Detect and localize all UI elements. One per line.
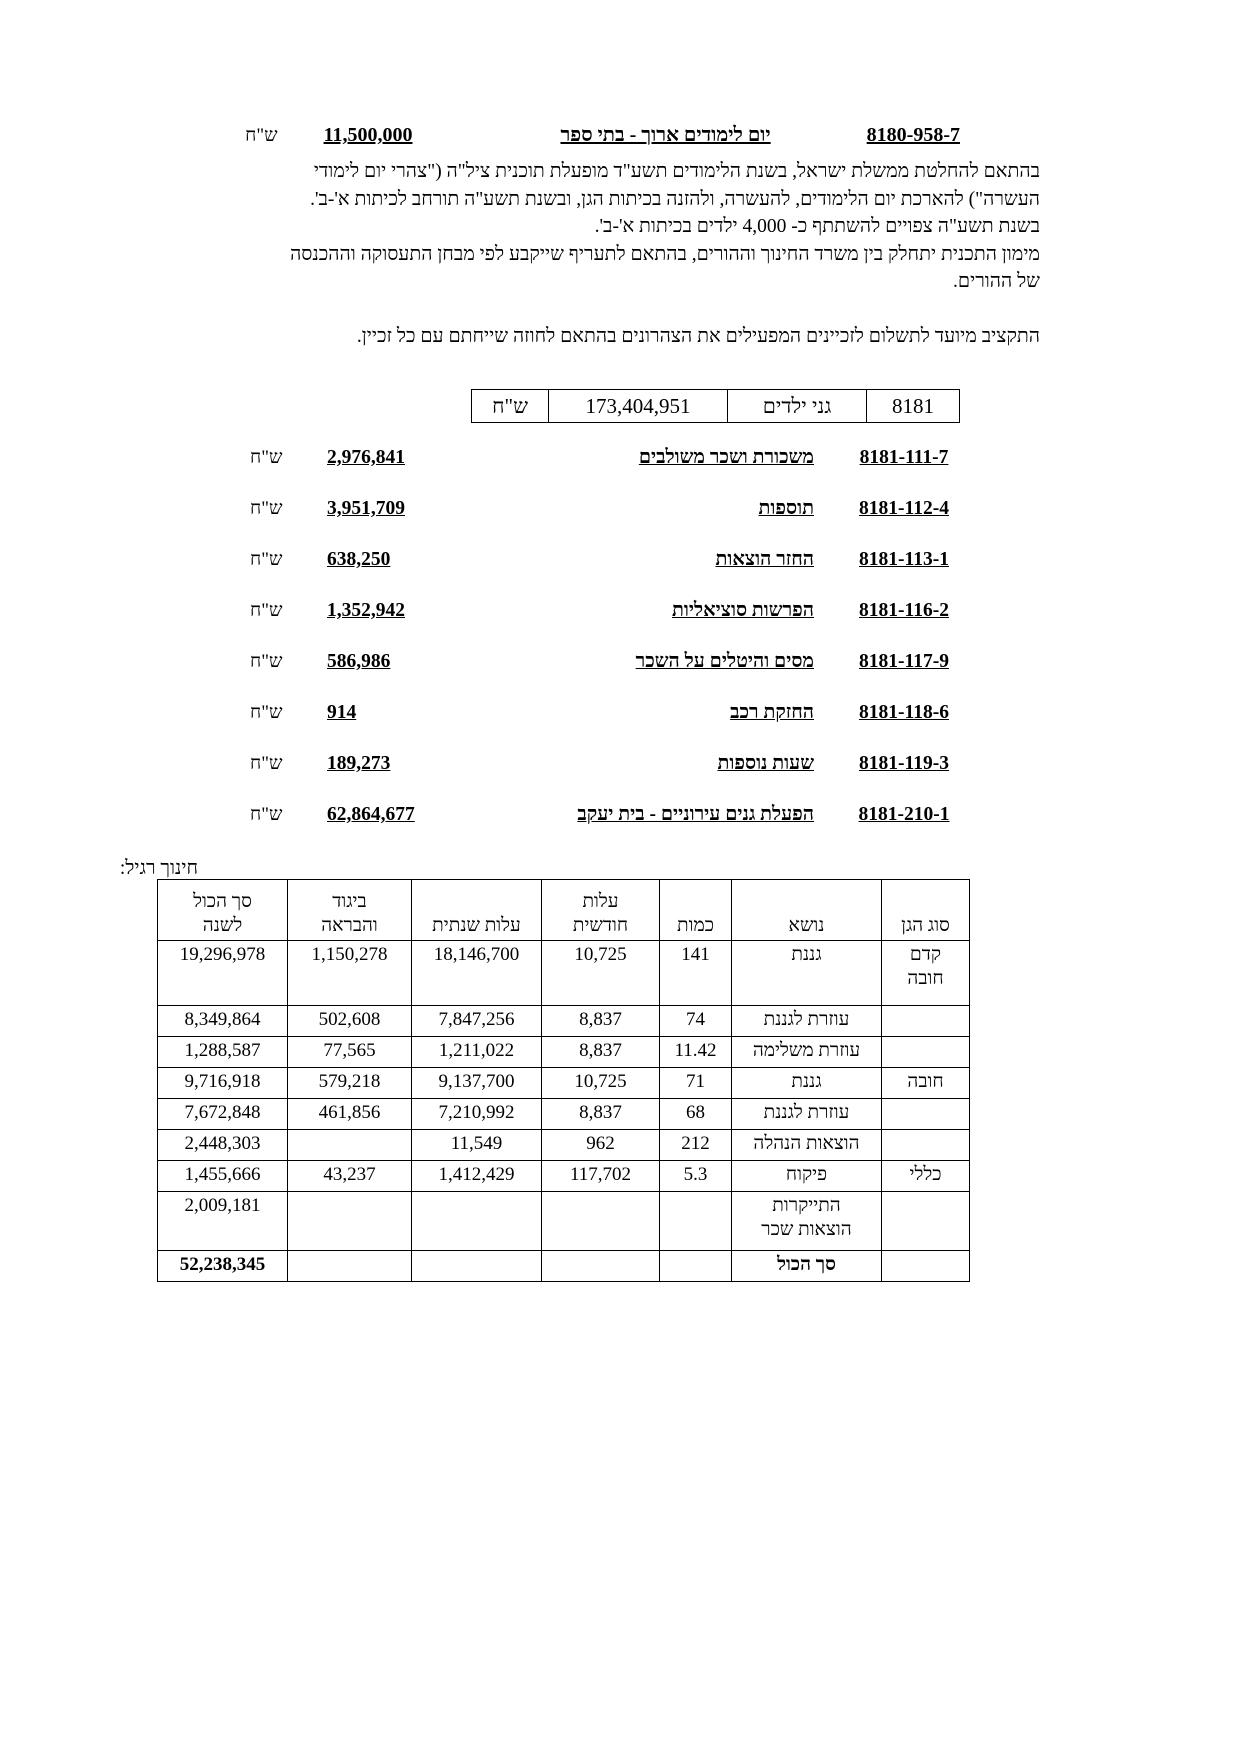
budget-item-amount: 189,273: [327, 753, 391, 774]
section-box-code: 8181: [866, 390, 959, 422]
paragraph-line-4: מימון התכנית יתחלק בין משרד החינוך וההורים, בהתאם לתעריף שייקבע לפי מבחן התעסוקה וההכנסה: [290, 243, 1040, 265]
budget-item-name: החזר הוצאות: [715, 549, 814, 570]
col-header-subject: נושא: [732, 880, 882, 941]
cell-quantity: 5.3: [660, 1161, 732, 1192]
budget-item-row: [250, 702, 960, 753]
budget-header-name: יום לימודים ארוך - בתי ספר: [560, 124, 771, 146]
cell-total-year: 2,009,181: [158, 1192, 288, 1251]
paragraph-line-2: העשרה") להארכת יום הלימודים, להעשרה, ולהזנה בכיתות הגן, ובשנת תשע"ה תורחב לכיתות א'-ב'.: [310, 188, 1040, 210]
budget-item-currency: ש"ח: [250, 651, 283, 672]
budget-item-amount: 638,250: [327, 549, 391, 570]
table-total-row: [158, 1251, 970, 1282]
cell-clothing: [288, 1192, 412, 1251]
cost-breakdown-table-wrap: [158, 879, 970, 1282]
budget-item-row: [250, 498, 960, 549]
budget-item-name: הפרשות סוציאליות: [671, 600, 814, 621]
col-header-quantity: כמות: [660, 880, 732, 941]
cell-monthly-cost: 117,702: [542, 1161, 660, 1192]
cell-monthly-cost: 10,725: [542, 1068, 660, 1099]
budget-item-row: [250, 804, 960, 855]
cell-total-monthly: [542, 1251, 660, 1282]
cell-kindergarten-type: [882, 1037, 970, 1068]
cell-total-year: 19,296,978: [158, 941, 288, 1006]
cell-quantity: 68: [660, 1099, 732, 1130]
cell-annual-cost: 1,412,429: [412, 1161, 542, 1192]
paragraph-line-3: בשנת תשע"ה צפויים להשתתף כ- 4,000 ילדים בכיתות א'-ב'.: [594, 216, 1040, 237]
budget-item-code: 8181-116-2: [859, 600, 949, 621]
cell-annual-cost: 11,549: [412, 1130, 542, 1161]
budget-item-name: הפעלת גנים עירוניים - בית יעקב: [577, 804, 814, 825]
budget-item-code: 8181-118-6: [859, 702, 949, 723]
cell-clothing: 1,150,278: [288, 941, 412, 1006]
table-row: [158, 1068, 970, 1099]
table-caption: חינוך רגיל:: [119, 858, 198, 879]
cell-total-label: סך הכול: [732, 1251, 882, 1282]
cell-subject: עוזרת משלימה: [732, 1037, 882, 1068]
cell-quantity: 212: [660, 1130, 732, 1161]
budget-item-code: 8181-117-9: [859, 651, 949, 672]
cell-subject: עוזרת לגננת: [732, 1006, 882, 1037]
paragraph-line-1: בהתאם להחלטת ממשלת ישראל, בשנת הלימודים תשע"ד מופעלת תוכנית ציל"ה ("צהרי יום לימודי: [313, 161, 1040, 182]
col-header-monthly-cost: עלות חודשית: [542, 880, 660, 941]
budget-item-code: 8181-210-1: [858, 804, 950, 825]
cell-total-annual: [412, 1251, 542, 1282]
cell-total-year: 1,455,666: [158, 1161, 288, 1192]
budget-item-name: משכורת ושכר משולבים: [638, 447, 814, 468]
cell-subject: הוצאות הנהלה: [732, 1130, 882, 1161]
cell-subject: התייקרות הוצאות שכר: [732, 1192, 882, 1251]
budget-item-currency: ש"ח: [250, 702, 283, 723]
cell-monthly-cost: 8,837: [542, 1037, 660, 1068]
budget-item-amount: 586,986: [327, 651, 391, 672]
cell-kindergarten-type: כללי: [882, 1161, 970, 1192]
budget-item-row: [250, 600, 960, 651]
cell-quantity: 71: [660, 1068, 732, 1099]
cell-total-year: 9,716,918: [158, 1068, 288, 1099]
cell-kindergarten-type: קדם חובה: [882, 941, 970, 1006]
cell-kindergarten-type: [882, 1006, 970, 1037]
col-header-total-per-year: סך הכול לשנה: [158, 880, 288, 941]
budget-item-currency: ש"ח: [250, 804, 283, 825]
cell-total-year: 8,349,864: [158, 1006, 288, 1037]
col-header-kindergarten-type: סוג הגן: [882, 880, 970, 941]
budget-item-currency: ש"ח: [250, 447, 283, 468]
cell-monthly-cost: 8,837: [542, 1099, 660, 1130]
budget-item-name: שעות נוספות: [717, 753, 814, 774]
cell-clothing: [288, 1130, 412, 1161]
section-box-currency: ש"ח: [492, 393, 528, 418]
budget-item-currency: ש"ח: [250, 549, 283, 570]
cell-total-year: 1,288,587: [158, 1037, 288, 1068]
budget-item-code: 8181-113-1: [859, 549, 949, 570]
cell-total-clothing: [288, 1251, 412, 1282]
cell-kindergarten-type: [882, 1192, 970, 1251]
table-row: [158, 1130, 970, 1161]
section-header-box: [471, 389, 960, 423]
section-box-amount: 173,404,951: [548, 390, 727, 422]
budget-item-code: 8181-112-4: [859, 498, 949, 519]
table-row: [158, 1161, 970, 1192]
budget-item-currency: ש"ח: [250, 498, 283, 519]
budget-header-currency: ש"ח: [245, 125, 278, 146]
cell-monthly-cost: 962: [542, 1130, 660, 1161]
section-box-label: גני ילדים: [727, 390, 866, 422]
cell-subject: עוזרת לגננת: [732, 1099, 882, 1130]
col-header-annual-cost: עלות שנתית: [412, 880, 542, 941]
budget-item-row: [250, 651, 960, 702]
cell-subject: גננת: [732, 941, 882, 1006]
cell-annual-cost: [412, 1192, 542, 1251]
cell-monthly-cost: [542, 1192, 660, 1251]
cell-total-quantity: [660, 1251, 732, 1282]
cell-annual-cost: 1,211,022: [412, 1037, 542, 1068]
budget-item-code: 8181-111-7: [859, 447, 949, 468]
cell-annual-cost: 7,210,992: [412, 1099, 542, 1130]
table-row: [158, 1006, 970, 1037]
paragraph-line-6: התקציב מיועד לתשלום לזכיינים המפעילים את הצהרונים בהתאם לחוזה שייחתם עם כל זכיין.: [356, 325, 1040, 347]
budget-item-amount: 914: [327, 702, 357, 723]
cell-annual-cost: 18,146,700: [412, 941, 542, 1006]
budget-items-list: [250, 447, 960, 855]
program-description-paragraph: [245, 158, 1040, 350]
budget-header-code: 8180-958-7: [866, 124, 960, 146]
cell-annual-cost: 9,137,700: [412, 1068, 542, 1099]
budget-item-name: תוספות: [758, 498, 814, 519]
cell-total-empty-type: [882, 1251, 970, 1282]
table-row: [158, 1192, 970, 1251]
cell-monthly-cost: 8,837: [542, 1006, 660, 1037]
cell-monthly-cost: 10,725: [542, 941, 660, 1006]
cell-clothing: 502,608: [288, 1006, 412, 1037]
cell-quantity: 74: [660, 1006, 732, 1037]
cell-quantity: 11.42: [660, 1037, 732, 1068]
cost-breakdown-table: [157, 879, 970, 1282]
budget-item-amount: 3,951,709: [327, 498, 405, 519]
paragraph-line-5: של ההורים.: [953, 271, 1040, 292]
budget-item-code: 8181-119-3: [859, 753, 949, 774]
cell-clothing: 461,856: [288, 1099, 412, 1130]
table-row: [158, 941, 970, 1006]
cell-clothing: 77,565: [288, 1037, 412, 1068]
budget-header-line: [245, 124, 960, 152]
budget-item-currency: ש"ח: [250, 753, 283, 774]
table-header-row: [158, 880, 970, 941]
cell-clothing: 579,218: [288, 1068, 412, 1099]
cell-total-year: 7,672,848: [158, 1099, 288, 1130]
budget-header-amount: 11,500,000: [323, 124, 413, 146]
cell-grand-total: 52,238,345: [158, 1251, 288, 1282]
table-row: [158, 1037, 970, 1068]
cell-kindergarten-type: [882, 1099, 970, 1130]
cell-kindergarten-type: [882, 1130, 970, 1161]
budget-item-row: [250, 549, 960, 600]
cell-clothing: 43,237: [288, 1161, 412, 1192]
cell-subject: פיקוח: [732, 1161, 882, 1192]
col-header-clothing-recreation: ביגוד והבראה: [288, 880, 412, 941]
budget-item-row: [250, 447, 960, 498]
cell-quantity: 141: [660, 941, 732, 1006]
cell-kindergarten-type: חובה: [882, 1068, 970, 1099]
budget-item-row: [250, 753, 960, 804]
budget-item-amount: 2,976,841: [327, 447, 405, 468]
cell-annual-cost: 7,847,256: [412, 1006, 542, 1037]
cell-subject: גננת: [732, 1068, 882, 1099]
budget-item-currency: ש"ח: [250, 600, 283, 621]
cell-total-year: 2,448,303: [158, 1130, 288, 1161]
table-row: [158, 1099, 970, 1130]
cell-quantity: [660, 1192, 732, 1251]
budget-item-amount: 1,352,942: [327, 600, 405, 621]
budget-item-amount: 62,864,677: [327, 804, 415, 825]
budget-item-name: מסים והיטלים על השכר: [635, 651, 814, 672]
budget-item-name: החזקת רכב: [730, 702, 814, 723]
